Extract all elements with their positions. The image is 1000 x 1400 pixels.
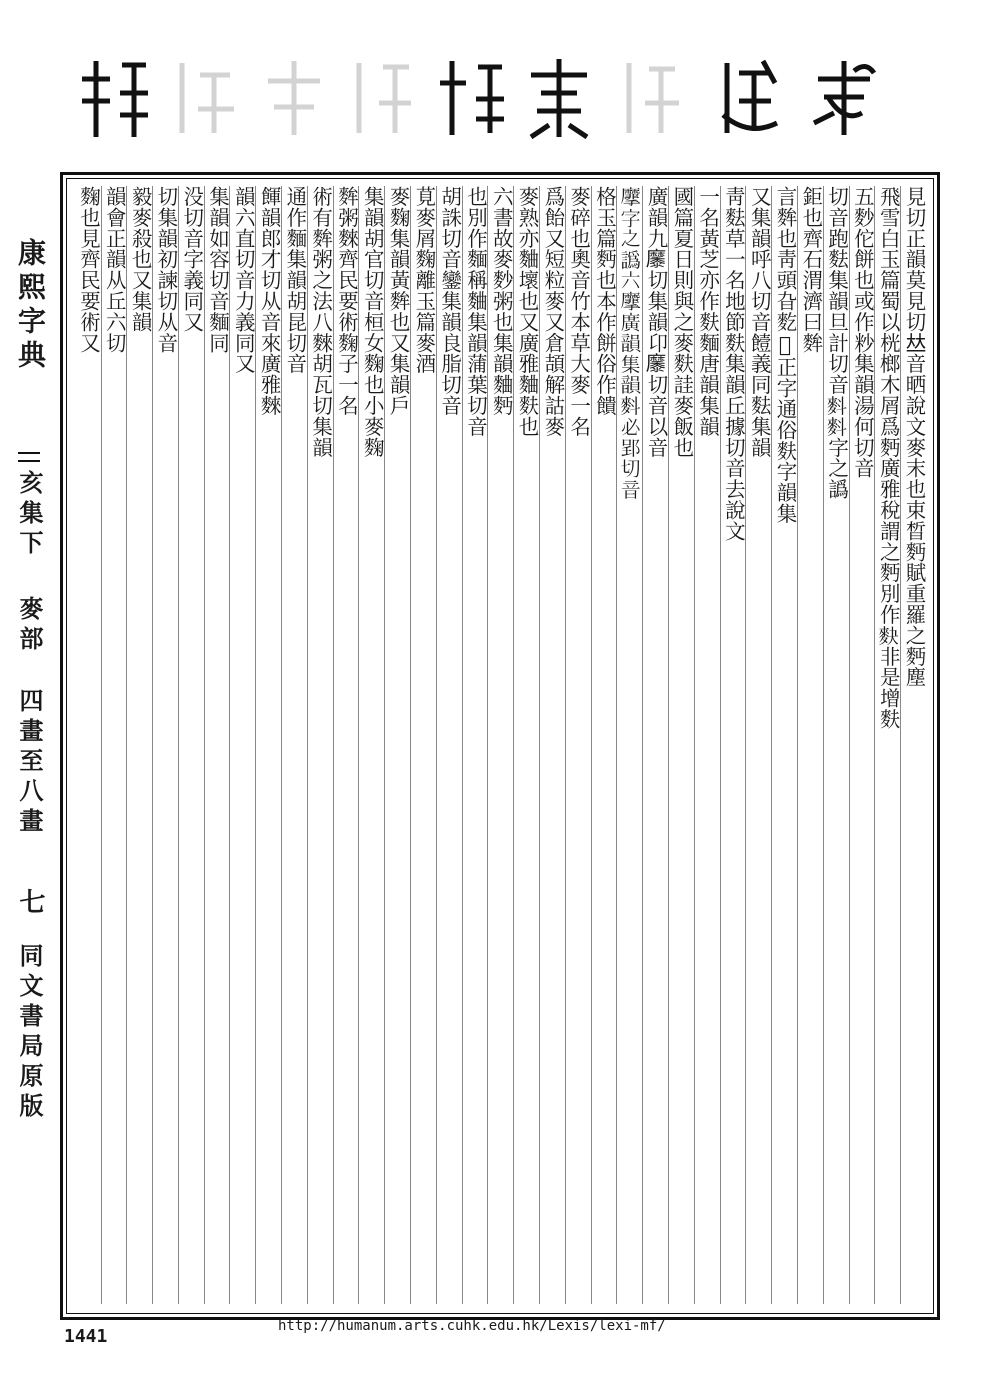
text-column: 韻會正韻从丘六切: [101, 186, 127, 1304]
seal-char-9: [70, 48, 158, 148]
text-column: 廣韻九𪎭切集韻卬𪎭切音以音: [642, 186, 668, 1304]
text-column: 麥麴集韻黃麰也又集韻戶: [384, 186, 410, 1304]
text-column: 𪎮字之譌六𪎮廣韻集韻𪌉必郢切音: [616, 186, 642, 1304]
source-url[interactable]: http://humanum.arts.cuhk.edu.hk/Lexis/lexi-mf/: [278, 1318, 666, 1334]
text-column: 飛雪白玉篇蜀以桄榔木屑爲麪廣雅稅謂之麪別作𪌊非是增麩: [874, 186, 900, 1304]
text-column: 六書故麥麨粥也集韻麯麪: [487, 186, 513, 1304]
text-column: 毅麥殺也又集韻: [126, 186, 152, 1304]
text-column: 麰粥麳齊民要術麴子一名: [333, 186, 359, 1304]
text-column: 言麰也靑頭旮麧𪌦正字通俗麩字韻集: [771, 186, 797, 1304]
leaf-number: 七: [15, 888, 45, 920]
stroke-range: 四畫至八畫: [15, 688, 44, 838]
seal-char-5: [428, 48, 516, 148]
text-column: 格玉篇麪也本作餅俗作饋: [591, 186, 617, 1304]
text-column: 見切正韻莫見切𠀤音晒說文麥末也束晳麪賦重羅之麪塵: [900, 186, 926, 1304]
text-column: 國篇夏日則與之麥麩詿麥飯也: [668, 186, 694, 1304]
text-column: 術有麰粥之法八麳胡瓦切集韻: [307, 186, 333, 1304]
text-column: 又集韻呼八切音饐義同麮集韻: [745, 186, 771, 1304]
text-column: 爲飴又短粒麥又倉頡解詁麥: [539, 186, 565, 1304]
dictionary-text-columns: [74, 186, 926, 1304]
printer-name: 同文書局原版: [15, 943, 44, 1123]
seal-char-6: [335, 48, 423, 148]
text-column: 靑麮草一名地節麩集韻丘據切音去說文: [720, 186, 746, 1304]
seal-char-4: [515, 48, 603, 148]
text-column: 麥熟亦麯壞也又廣雅麯麩也: [513, 186, 539, 1304]
text-column: 五麨佗餅也或作粆集韻湯何切音: [849, 186, 875, 1304]
text-column: 也別作麵稱麯集韻蒲葉切音: [462, 186, 488, 1304]
text-column: 集韻胡官切音桓女麴也小麥麴: [358, 186, 384, 1304]
double-rule: [18, 452, 40, 462]
text-column: 鉅也齊石渭濟曰麰: [797, 186, 823, 1304]
seal-char-2: [705, 48, 793, 148]
text-column: 餫韻郎才切从音來廣雅麳: [255, 186, 281, 1304]
text-column: 切音跑麮集韻旦計切音𪌉𪌉字之譌: [823, 186, 849, 1304]
collection-part: 亥集下: [15, 470, 44, 560]
text-column: 通作麵集韻胡昆切音: [281, 186, 307, 1304]
seal-script-header: [60, 30, 940, 160]
seal-char-1: [800, 48, 888, 148]
seal-char-7: [250, 48, 338, 148]
text-column: 麴也見齊民要術又: [76, 186, 101, 354]
seal-char-3: [605, 48, 693, 148]
margin-title-strip: [8, 238, 52, 1308]
text-column: 胡誅切音鑾集韻良脂切音: [436, 186, 462, 1304]
page-number: 1441: [64, 1326, 108, 1347]
text-column: 集韻如容切音麵同: [204, 186, 230, 1304]
text-column: 没切音字義同又: [178, 186, 204, 1304]
text-column: 麥碎也奧音竹本草大麥一名: [565, 186, 591, 1304]
text-column: 一名黃芝亦作麩麵唐韻集韻: [694, 186, 720, 1304]
radical-section: 麥部: [15, 596, 44, 656]
text-column: 切集韻初諫切从音: [152, 186, 178, 1304]
book-title: 康熙字典: [14, 238, 47, 374]
text-column: 韻六直切音力義同又: [229, 186, 255, 1304]
text-column: 莧麥屑麴離玉篇麥酒: [410, 186, 436, 1304]
seal-char-8: [160, 48, 248, 148]
